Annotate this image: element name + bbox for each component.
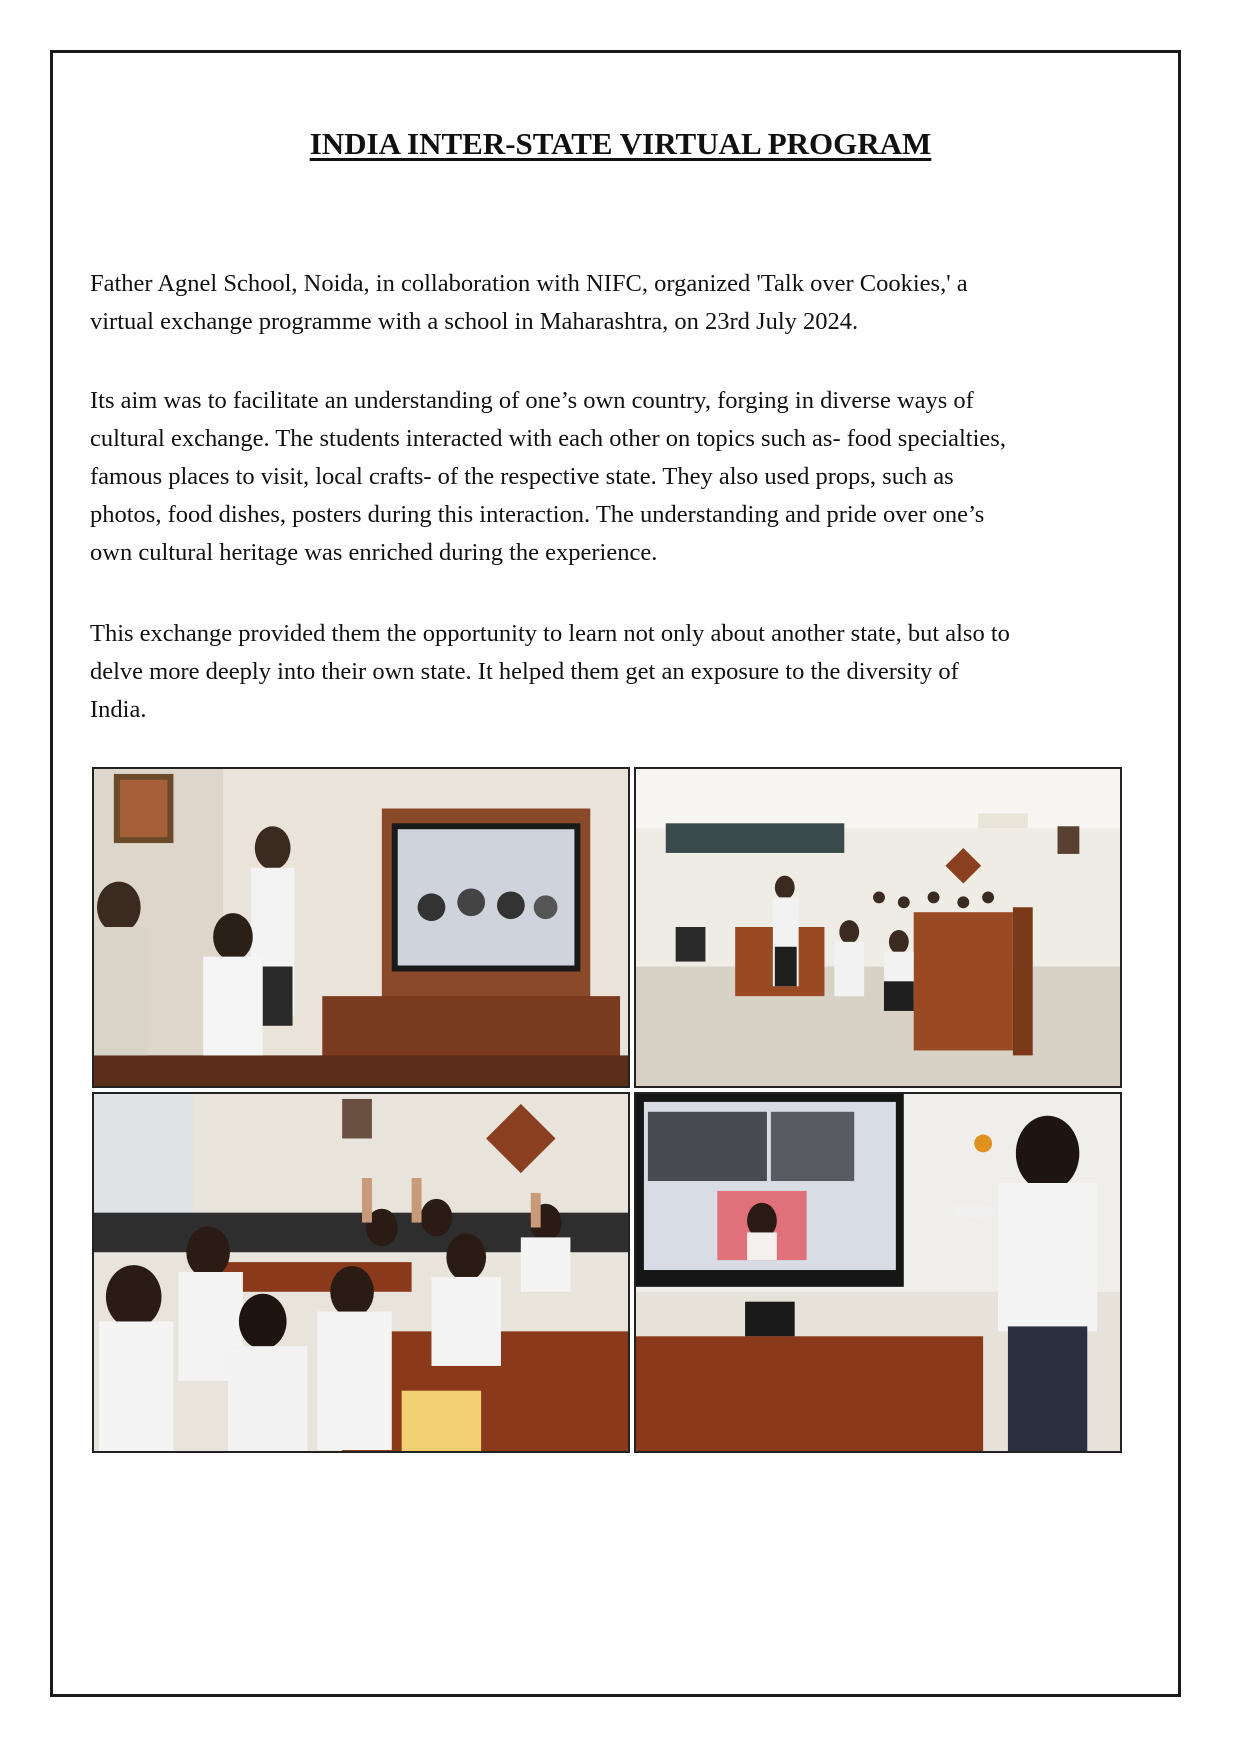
photo-student-presenting (92, 767, 630, 1088)
page-title: INDIA INTER-STATE VIRTUAL PROGRAM (309, 126, 932, 161)
outcome-paragraph: This exchange provided them the opportunity to learn not only about another state, but also to delve more deeply into their own state. It helped them get an exposure to the diversity of India. (90, 620, 1010, 723)
photo-student-showing-dish (634, 1092, 1122, 1453)
photo-students-raising-hands (92, 1092, 630, 1453)
aim-paragraph: Its aim was to facilitate an understanding of one’s own country, forging in diverse ways of cultural exchange. The students interacted with each other on topics such as- food specialties, famous places to visit, local crafts- of the respective state. They also used props, such as photos, food dishes, posters during this interaction. The understanding and pride over one’s own cultural heritage was enriched during the experience. (90, 387, 1006, 566)
photo-conference-room (634, 767, 1122, 1088)
intro-paragraph: Father Agnel School, Noida, in collaboration with NIFC, organized 'Talk over Cookies,' a virtual exchange programme with a school in Maharashtra, on 23rd July 2024. (90, 270, 968, 335)
